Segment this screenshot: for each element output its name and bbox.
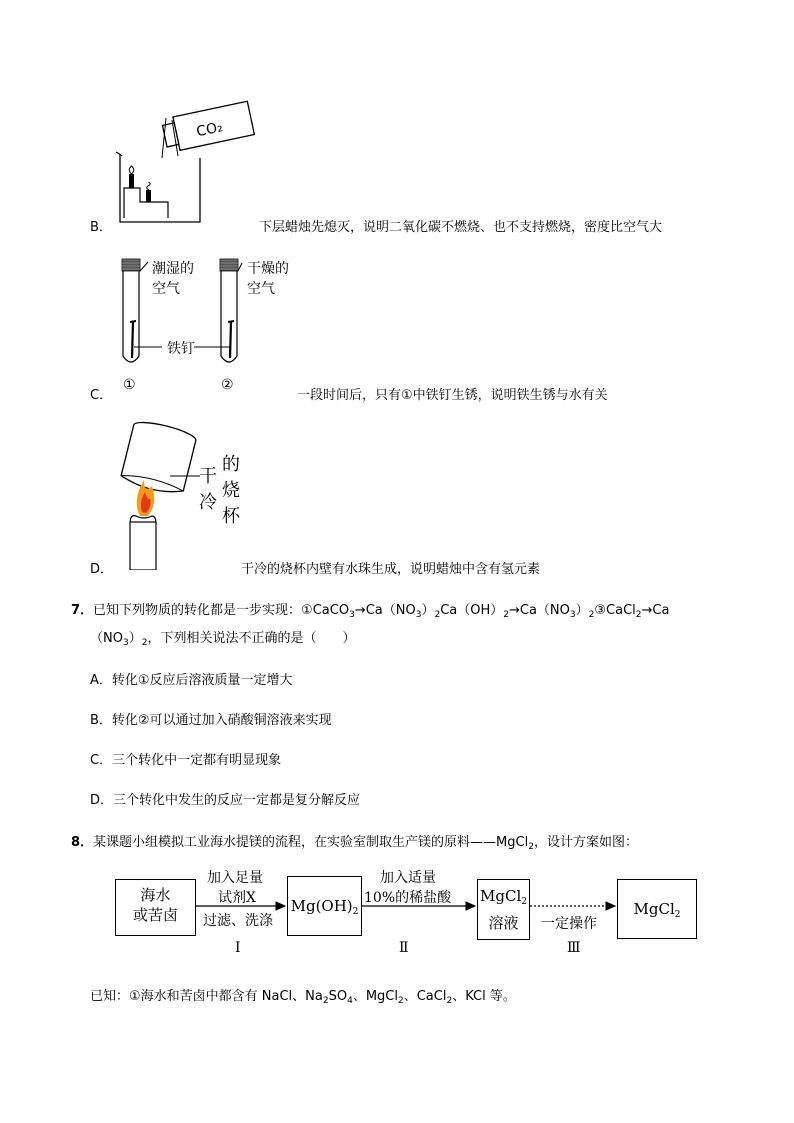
- option-c-letter: C．: [90, 388, 113, 403]
- tube1-number: ①: [123, 377, 136, 393]
- step-1: Ⅰ: [235, 940, 241, 956]
- arrow1-top-line2: 试剂X: [218, 890, 256, 906]
- q7-option-a: A．转化①反应后溶液质量一定增大: [90, 673, 293, 688]
- step-3: Ⅲ: [567, 940, 581, 956]
- arrow3-bottom: 一定操作: [541, 916, 597, 932]
- arrow1-bottom: 过滤、洗涤: [203, 913, 273, 929]
- arrow2-top-line2: 10%的稀盐酸: [364, 890, 452, 906]
- q7-option-c: C．三个转化中一定都有明显现象: [90, 753, 282, 768]
- option-b-text: 下层蜡烛先熄灭，说明二氧化碳不燃烧、也不支持燃烧，密度比空气大: [259, 220, 663, 235]
- q7-stem-line1: 7．已知下列物质的转化都是一步实现：$①CaCO_3\to Ca(NO_3)_2Ca(OH)_2\to Ca(NO_3)_2③CaCl_2\to Ca$: [71, 603, 670, 620]
- tube2-label-2: 空气: [247, 281, 275, 297]
- tube2-label-1: 干燥的: [247, 261, 289, 277]
- flow-box-mgcl2: MgCl$_2$: [617, 879, 697, 939]
- option-b-letter: B．: [90, 220, 112, 235]
- tube1-label-2: 空气: [152, 281, 180, 297]
- tube1-label-1: 潮湿的: [152, 261, 194, 277]
- tube2-number: ②: [221, 377, 234, 393]
- co2-label: CO₂: [195, 119, 225, 141]
- option-c-text: 一段时间后，只有①中铁钉生锈，说明铁生锈与水有关: [297, 388, 608, 403]
- q8-stem: 8．某课题小组模拟工业海水提镁的流程，在实验室制取生产镁的原料——MgCl$_2$，设计方案如图：: [71, 835, 638, 852]
- q7-stem-line2: $(NO_3)_2$，下列相关说法不正确的是（ ）: [90, 631, 356, 648]
- beaker-label-col1: 干 冷: [199, 466, 217, 513]
- nail-label: 铁钉: [167, 341, 195, 357]
- arrow1-top-line1: 加入足量: [207, 870, 263, 886]
- flow-box-mgcl2-solution: MgCl$_2$ 溶液: [477, 879, 530, 940]
- beaker-label-col2: 的 烧 杯: [222, 454, 240, 527]
- q7-option-b: B．转化②可以通过加入硝酸铜溶液来实现: [90, 713, 332, 728]
- flow-box-mgoh2: $Mg(OH)_2$: [287, 876, 362, 936]
- q8-number: 8．: [71, 835, 94, 850]
- option-d-text: 干冷的烧杯内壁有水珠生成，说明蜡烛中含有氢元素: [241, 562, 541, 577]
- option-d-letter: D．: [90, 562, 114, 577]
- q8-known: 已知：①海水和苦卤中都含有 NaCl、$Na_2SO_4$、MgCl$_2$、CaCl$_2$、KCl 等。: [90, 989, 516, 1006]
- flow-box-seawater: 海水 或苦卤: [115, 879, 196, 936]
- q7-option-d: D．三个转化中发生的反应一定都是复分解反应: [90, 793, 361, 808]
- q7-number: 7．: [71, 603, 94, 618]
- arrow2-top-line1: 加入适量: [380, 870, 436, 886]
- step-2: Ⅱ: [399, 940, 409, 956]
